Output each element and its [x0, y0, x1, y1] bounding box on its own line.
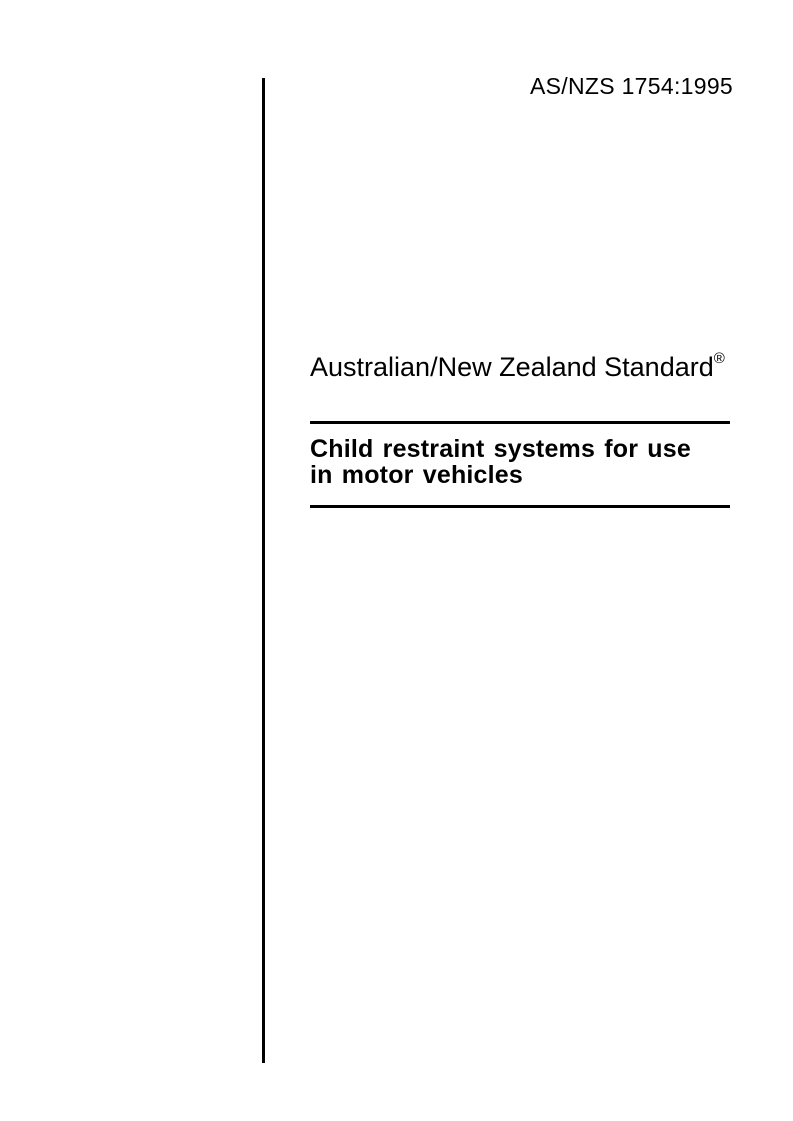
document-title-line-2: in motor vehicles	[310, 461, 524, 489]
document-title-line-1: Child restraint systems for use	[310, 435, 691, 463]
standard-number: AS/NZS 1754:1995	[530, 73, 733, 99]
standard-type-label	[310, 350, 725, 383]
vertical-divider-rule	[262, 78, 265, 1063]
standard-type-label-text: Australian/New Zealand Standard	[310, 352, 714, 382]
title-rule-bottom	[310, 505, 730, 508]
document-title	[310, 436, 691, 488]
title-rule-top	[310, 421, 730, 424]
registered-trademark-symbol: ®	[713, 350, 725, 367]
